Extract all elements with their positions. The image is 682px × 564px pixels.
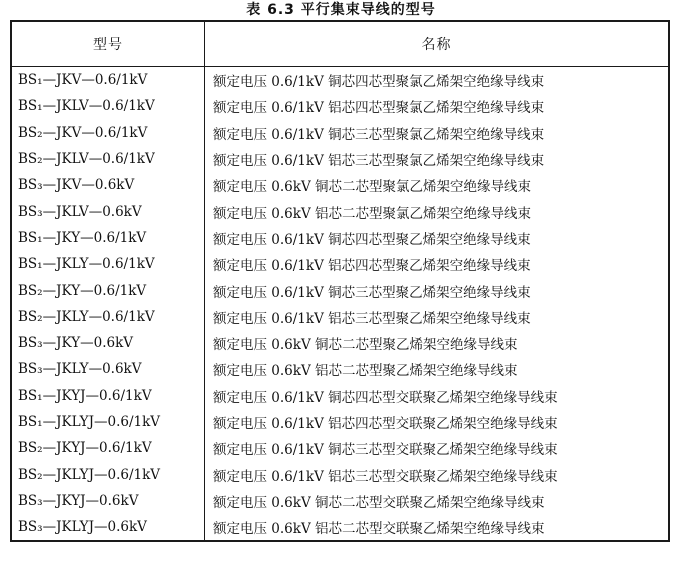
table-row [11, 67, 669, 94]
table-row [11, 330, 669, 356]
table-row [11, 461, 669, 487]
model-cell: BS₁—JKV—0.6/1kV [11, 67, 205, 94]
model-cell: BS₁—JKLY—0.6/1kV [11, 251, 205, 277]
column-header-model: 型号 [11, 21, 205, 67]
model-cell: BS₂—JKLYJ—0.6/1kV [11, 461, 205, 487]
name-cell: 额定电压 0.6/1kV 铝芯四芯型交联聚乙烯架空绝缘导线束 [213, 416, 558, 432]
header-row [11, 21, 669, 67]
table-row [11, 198, 669, 224]
name-cell: 额定电压 0.6kV 铜芯二芯型聚氯乙烯架空绝缘导线束 [213, 179, 531, 196]
name-cell: 额定电压 0.6/1kV 铝芯三芯型聚乙烯架空绝缘导线束 [213, 310, 531, 327]
model-cell: BS₂—JKYJ—0.6/1kV [11, 435, 205, 461]
table-caption: 表 6.3 平行集束导线的型号 [246, 2, 436, 18]
model-cell: BS₂—JKLY—0.6/1kV [11, 304, 205, 330]
table-row [11, 172, 669, 198]
wire-model-table [10, 20, 670, 542]
model-cell: BS₃—JKLY—0.6kV [11, 356, 205, 382]
name-cell: 额定电压 0.6/1kV 铜芯四芯型聚氯乙烯架空绝缘导线束 [213, 74, 545, 91]
table-row [11, 225, 669, 251]
model-cell: BS₂—JKLV—0.6/1kV [11, 146, 205, 172]
table-row [11, 435, 669, 461]
name-cell: 额定电压 0.6/1kV 铜芯三芯型交联聚乙烯架空绝缘导线束 [213, 442, 558, 459]
table-row [11, 383, 669, 409]
table-row [11, 93, 669, 119]
column-header-name: 名称 [205, 21, 670, 67]
name-cell: 额定电压 0.6/1kV 铝芯三芯型交联聚乙烯架空绝缘导线束 [213, 468, 558, 485]
name-cell: 额定电压 0.6/1kV 铝芯三芯型聚氯乙烯架空绝缘导线束 [213, 153, 545, 170]
model-cell: BS₁—JKLYJ—0.6/1kV [11, 409, 205, 435]
model-cell: BS₃—JKYJ—0.6kV [11, 488, 205, 514]
name-cell: 额定电压 0.6/1kV 铜芯三芯型聚氯乙烯架空绝缘导线束 [213, 126, 545, 143]
model-cell: BS₃—JKV—0.6kV [11, 172, 205, 198]
model-cell: BS₁—JKYJ—0.6/1kV [11, 383, 205, 409]
name-cell: 额定电压 0.6/1kV 铝芯四芯型聚乙烯架空绝缘导线束 [213, 258, 531, 275]
name-cell: 额定电压 0.6kV 铝芯二芯型交联聚乙烯架空绝缘导线束 [213, 521, 545, 538]
table-row [11, 356, 669, 382]
table-row [11, 304, 669, 330]
model-cell: BS₁—JKLV—0.6/1kV [11, 93, 205, 119]
table-body [11, 67, 669, 542]
table-row [11, 514, 669, 541]
model-cell: BS₃—JKLV—0.6kV [11, 198, 205, 224]
model-cell: BS₁—JKY—0.6/1kV [11, 225, 205, 251]
table-row [11, 120, 669, 146]
name-cell: 额定电压 0.6/1kV 铜芯三芯型聚乙烯架空绝缘导线束 [213, 284, 531, 301]
name-cell: 额定电压 0.6kV 铜芯二芯型聚乙烯架空绝缘导线束 [213, 337, 518, 354]
table-row [11, 409, 669, 435]
table-header [11, 21, 669, 67]
name-cell: 额定电压 0.6kV 铝芯二芯型聚氯乙烯架空绝缘导线束 [213, 205, 531, 222]
model-cell: BS₂—JKV—0.6/1kV [11, 120, 205, 146]
table-row [11, 277, 669, 303]
name-cell: 额定电压 0.6kV 铜芯二芯型交联聚乙烯架空绝缘导线束 [213, 494, 545, 511]
model-cell: BS₃—JKLYJ—0.6kV [11, 514, 205, 541]
name-cell: 额定电压 0.6kV 铝芯二芯型聚乙烯架空绝缘导线束 [213, 363, 518, 380]
name-cell: 额定电压 0.6/1kV 铝芯四芯型聚氯乙烯架空绝缘导线束 [213, 100, 545, 117]
table-row [11, 146, 669, 172]
table-row [11, 251, 669, 277]
model-cell: BS₃—JKY—0.6kV [11, 330, 205, 356]
name-cell: 额定电压 0.6/1kV 铜芯四芯型聚乙烯架空绝缘导线束 [213, 231, 531, 248]
name-cell: 额定电压 0.6/1kV 铜芯四芯型交联聚乙烯架空绝缘导线束 [213, 389, 558, 406]
model-cell: BS₂—JKY—0.6/1kV [11, 277, 205, 303]
table-row [11, 488, 669, 514]
